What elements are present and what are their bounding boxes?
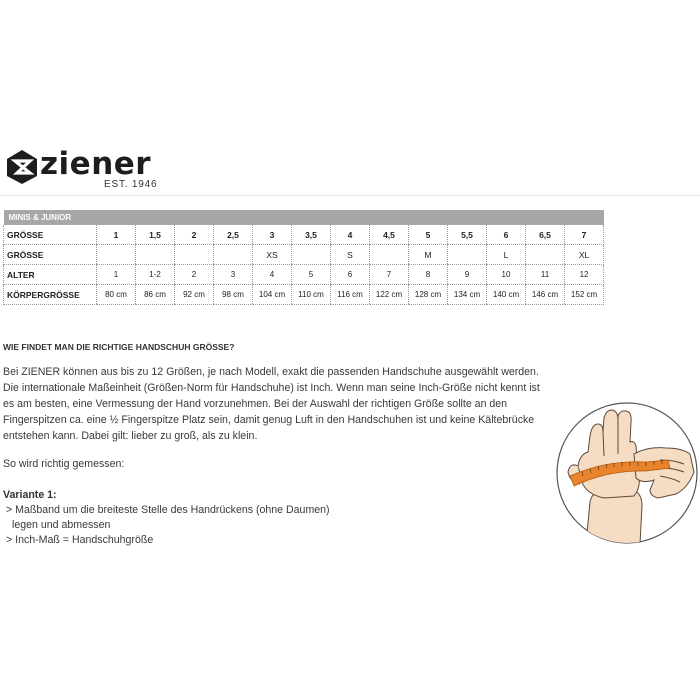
brand-tagline: EST. 1946 bbox=[104, 179, 158, 190]
hand-measurement-illustration bbox=[556, 402, 698, 544]
table-cell: 98 cm bbox=[214, 285, 253, 305]
table-cell: 2 bbox=[175, 265, 214, 285]
table-cell: 122 cm bbox=[370, 285, 409, 305]
table-cell: 152 cm bbox=[565, 285, 604, 305]
header bbox=[0, 0, 700, 195]
table-cell: 10 bbox=[487, 265, 526, 285]
table-cell: 6 bbox=[331, 265, 370, 285]
table-title-row bbox=[4, 210, 604, 225]
table-cell: M bbox=[409, 245, 448, 265]
row-label: ALTER bbox=[4, 265, 97, 285]
table-cell: 6,5 bbox=[526, 225, 565, 245]
table-cell: 4 bbox=[253, 265, 292, 285]
table-cell: 140 cm bbox=[487, 285, 526, 305]
table-cell: 11 bbox=[526, 265, 565, 285]
table-cell: 7 bbox=[565, 225, 604, 245]
table-cell: 7 bbox=[370, 265, 409, 285]
table-cell: 1 bbox=[97, 265, 136, 285]
table-cell: S bbox=[331, 245, 370, 265]
table-cell: 8 bbox=[409, 265, 448, 285]
section-heading: WIE FINDET MAN DIE RICHTIGE HANDSCHUH GRÖSSE? bbox=[3, 342, 235, 352]
table-cell: 4 bbox=[331, 225, 370, 245]
table-cell: 4,5 bbox=[370, 225, 409, 245]
table-cell bbox=[370, 245, 409, 265]
table-cell bbox=[175, 245, 214, 265]
body-line: Fingerspitzen ca. eine ½ Fingerspitze Platz sein, damit genug Luft in den Handschuhen ist und keine Kältebrücke bbox=[3, 414, 535, 426]
step-1-line-2: legen und abmessen bbox=[12, 519, 111, 531]
table-cell: 2,5 bbox=[214, 225, 253, 245]
article-body bbox=[3, 364, 543, 444]
table-cell: 128 cm bbox=[409, 285, 448, 305]
table-cell: 92 cm bbox=[175, 285, 214, 305]
ziener-logo-icon bbox=[5, 149, 39, 185]
table-title: MINIS & JUNIOR bbox=[4, 210, 604, 225]
table-cell: 1,5 bbox=[136, 225, 175, 245]
table-cell: 5 bbox=[409, 225, 448, 245]
body-line: es am besten, eine Vermessung der Hand vorzunehmen. Bei der Auswahl der richtigen Größe sollte an den bbox=[3, 398, 508, 410]
step-1-line-1: > Maßband um die breiteste Stelle des Handrückens (ohne Daumen) bbox=[6, 504, 330, 516]
table-cell: 104 cm bbox=[253, 285, 292, 305]
table-row bbox=[4, 225, 604, 245]
table-cell: 1 bbox=[97, 225, 136, 245]
table-cell: 5 bbox=[292, 265, 331, 285]
table-cell: 86 cm bbox=[136, 285, 175, 305]
body-line: entstehen kann. Dabei gilt: lieber zu groß, als zu klein. bbox=[3, 430, 258, 442]
table-cell bbox=[448, 245, 487, 265]
body-line: Bei ZIENER können aus bis zu 12 Größen, je nach Modell, exakt die passenden Handschuhe ausgewählt werden. bbox=[3, 366, 539, 378]
measure-intro: So wird richtig gemessen: bbox=[3, 458, 125, 470]
row-label: KÖRPERGRÖSSE bbox=[4, 285, 97, 305]
table-cell: L bbox=[487, 245, 526, 265]
table-cell: 2 bbox=[175, 225, 214, 245]
table-cell bbox=[526, 245, 565, 265]
table-cell bbox=[292, 245, 331, 265]
table-cell: 110 cm bbox=[292, 285, 331, 305]
size-table bbox=[3, 210, 604, 305]
table-cell: 146 cm bbox=[526, 285, 565, 305]
table-cell: 6 bbox=[487, 225, 526, 245]
table-cell bbox=[214, 245, 253, 265]
table-cell: 5,5 bbox=[448, 225, 487, 245]
table-cell: 3,5 bbox=[292, 225, 331, 245]
row-label: GRÖSSE bbox=[4, 245, 97, 265]
table-cell: 1-2 bbox=[136, 265, 175, 285]
table-row bbox=[4, 285, 604, 305]
table-row bbox=[4, 265, 604, 285]
variant-title: Variante 1: bbox=[3, 489, 57, 501]
body-line: Die internationale Maßeinheit (Größen-Norm für Handschuhe) ist Inch. Wenn man seine Inch-Größe nicht kennt ist bbox=[3, 382, 540, 394]
table-cell: XS bbox=[253, 245, 292, 265]
table-cell: 9 bbox=[448, 265, 487, 285]
table-cell: 3 bbox=[253, 225, 292, 245]
table-cell: 3 bbox=[214, 265, 253, 285]
table-row bbox=[4, 245, 604, 265]
header-divider bbox=[0, 195, 700, 196]
table-cell bbox=[136, 245, 175, 265]
table-cell: 134 cm bbox=[448, 285, 487, 305]
table-cell: 12 bbox=[565, 265, 604, 285]
row-label: GRÖSSE bbox=[4, 225, 97, 245]
table-cell: 80 cm bbox=[97, 285, 136, 305]
table-cell bbox=[97, 245, 136, 265]
brand-name: ziener bbox=[40, 146, 152, 182]
step-2: > Inch-Maß = Handschuhgröße bbox=[6, 534, 154, 546]
table-cell: 116 cm bbox=[331, 285, 370, 305]
step-1 bbox=[6, 503, 330, 533]
table-cell: XL bbox=[565, 245, 604, 265]
